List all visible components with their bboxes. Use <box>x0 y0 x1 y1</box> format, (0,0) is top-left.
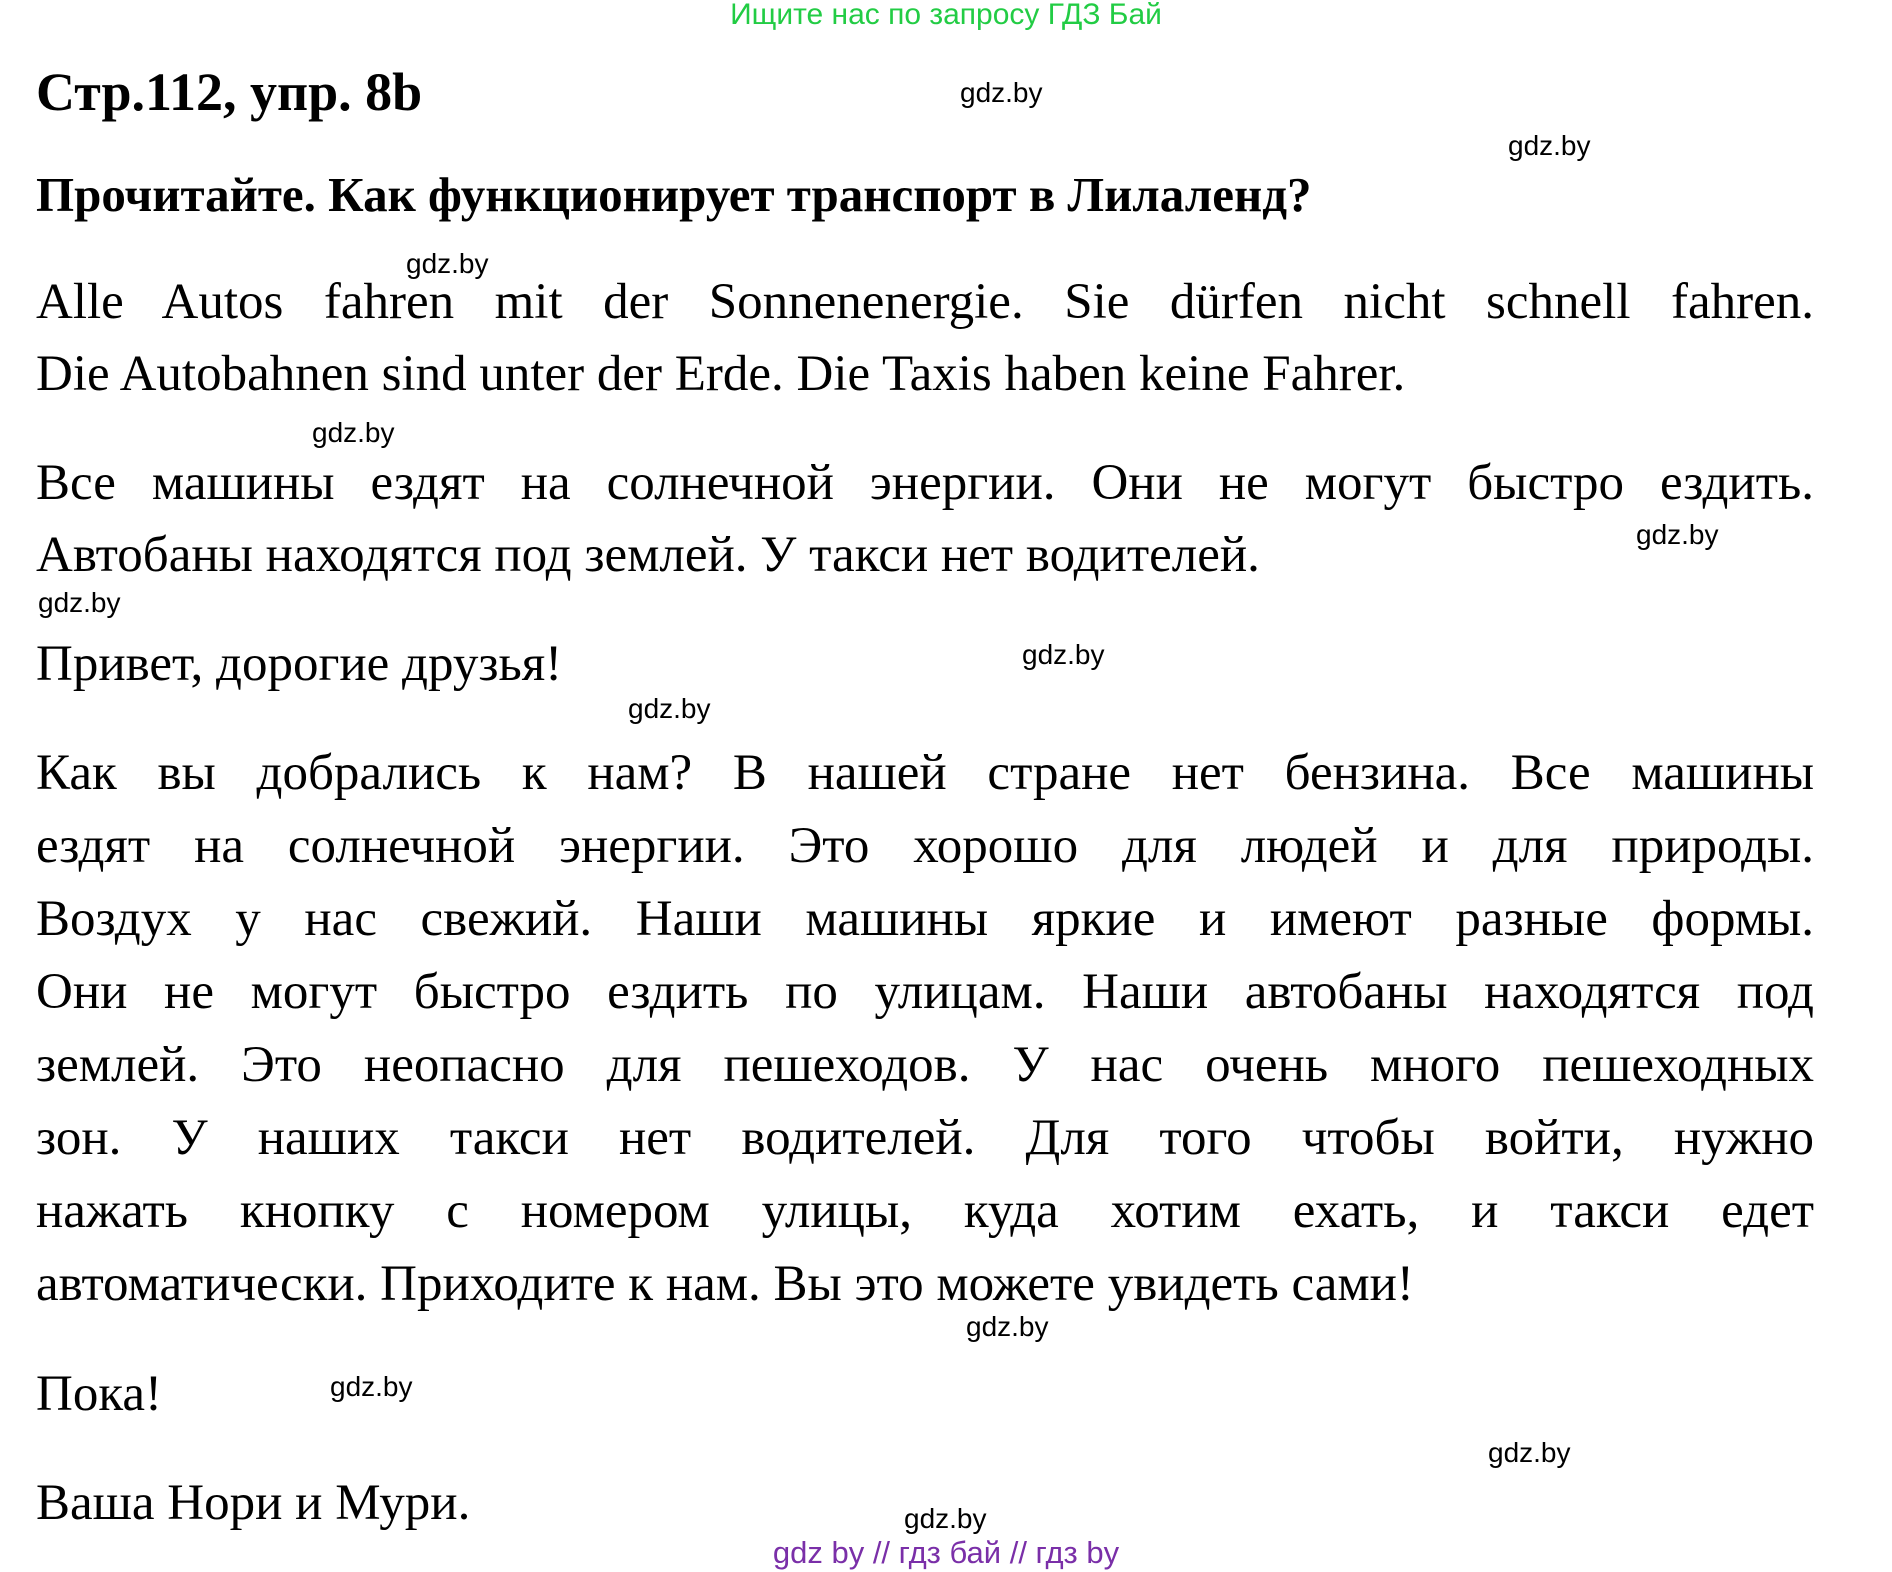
letter-line-2: ездят на солнечной энергии. Это хорошо для людей и для природы. <box>36 818 1814 874</box>
translation-line-1: Все машины ездят на солнечной энергии. Они не могут быстро ездить. <box>36 455 1814 511</box>
letter-line-1: Как вы добрались к нам? В нашей стране нет бензина. Все машины <box>36 745 1814 801</box>
letter-line-7: нажать кнопку с номером улицы, куда хотим ехать, и такси едет <box>36 1183 1814 1239</box>
watermark: gdz.by <box>330 1371 413 1402</box>
watermark: gdz.by <box>1022 639 1105 670</box>
watermark: gdz.by <box>38 587 121 618</box>
letter-line-8: автоматически. Приходите к нам. Вы это можете увидеть сами! <box>36 1256 1414 1312</box>
letter-line-3: Воздух у нас свежий. Наши машины яркие и имеют разные формы. <box>36 891 1814 947</box>
german-line-2: Die Autobahnen sind unter der Erde. Die Taxis haben keine Fahrer. <box>36 346 1406 402</box>
page-title: Стр.112, упр. 8b <box>36 62 423 122</box>
letter-signature: Ваша Нори и Мури. <box>36 1475 471 1531</box>
watermark: gdz.by <box>628 693 711 724</box>
footer-links[interactable]: gdz by // гдз бай // гдз by <box>772 1535 1120 1570</box>
letter-line-5: землей. Это неопасно для пешеходов. У нас очень много пешеходных <box>36 1037 1814 1093</box>
letter-greeting: Привет, дорогие друзья! <box>36 636 563 692</box>
translation-line-2: Автобаны находятся под землей. У такси нет водителей. <box>36 527 1260 583</box>
watermark: gdz.by <box>960 77 1043 108</box>
top-banner[interactable]: Ищите нас по запросу ГДЗ Бай <box>730 0 1162 31</box>
letter-closing: Пока! <box>36 1366 162 1422</box>
exercise-heading: Прочитайте. Как функционирует транспорт в Лилаленд? <box>36 167 1312 222</box>
watermark: gdz.by <box>1636 519 1719 550</box>
watermark: gdz.by <box>1488 1437 1571 1468</box>
watermark: gdz.by <box>312 417 395 448</box>
letter-line-4: Они не могут быстро ездить по улицам. Наши автобаны находятся под <box>36 964 1814 1020</box>
watermark: gdz.by <box>904 1503 987 1534</box>
watermark: gdz.by <box>406 248 489 279</box>
letter-line-6: зон. У наших такси нет водителей. Для того чтобы войти, нужно <box>36 1110 1814 1166</box>
watermark: gdz.by <box>1508 130 1591 161</box>
german-line-1: Alle Autos fahren mit der Sonnenenergie. Sie dürfen nicht schnell fahren. <box>36 274 1814 330</box>
watermark: gdz.by <box>966 1311 1049 1342</box>
